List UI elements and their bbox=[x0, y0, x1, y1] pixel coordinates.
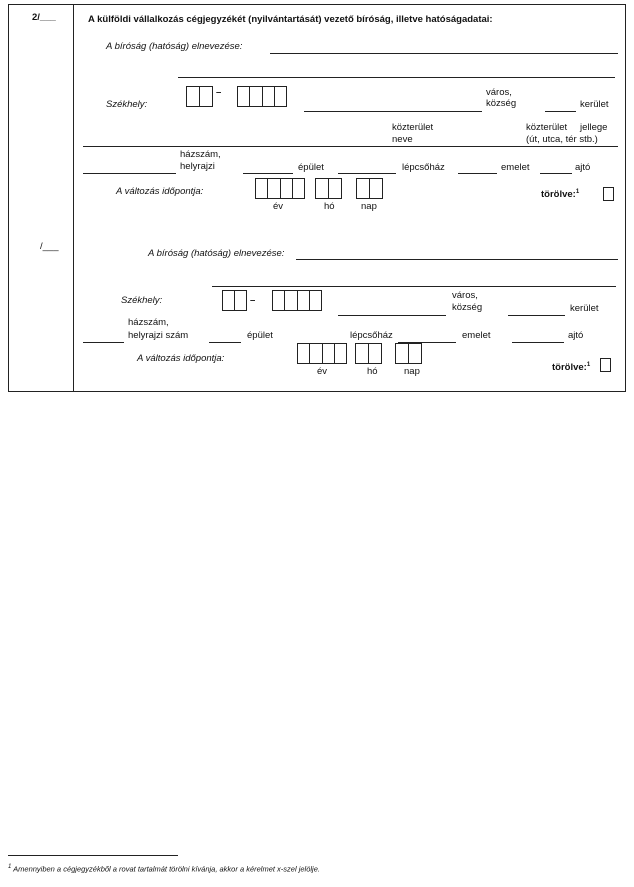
section2-floor-label: emelet bbox=[462, 330, 491, 341]
section1-street-type-label-3: (út, utca, tér stb.) bbox=[526, 134, 598, 145]
section2-court-name-label: A bíróság (hatóság) elnevezése: bbox=[148, 248, 285, 259]
section2-city-field[interactable] bbox=[338, 315, 446, 316]
section2-month-box[interactable] bbox=[355, 343, 382, 364]
section2-house-number-label-2: helyrajzi szám bbox=[128, 330, 189, 341]
section2-house-number-label-1: házszám, bbox=[128, 317, 169, 328]
section2-door-label: ajtó bbox=[568, 330, 584, 341]
form-frame-divider bbox=[73, 4, 74, 392]
section1-street-field[interactable] bbox=[83, 146, 618, 147]
section1-building-label: épület bbox=[298, 162, 324, 173]
section1-city-field[interactable] bbox=[304, 111, 482, 112]
section2-number: /___ bbox=[40, 241, 59, 252]
section1-street-name-label-2: neve bbox=[392, 134, 413, 145]
section1-postcode-box-a[interactable] bbox=[186, 86, 213, 107]
section2-district-label: kerület bbox=[570, 303, 599, 314]
section1-year-label: év bbox=[273, 201, 284, 212]
section1-postcode-dash: – bbox=[216, 87, 222, 98]
section1-number: 2/___ bbox=[32, 12, 56, 23]
form-frame-bottom bbox=[8, 391, 625, 392]
section2-month-label: hó bbox=[367, 366, 378, 377]
section2-deleted-label: törölve:$^1$ bbox=[552, 362, 591, 374]
section2-seat-label: Székhely: bbox=[121, 295, 163, 306]
section1-district-label: kerület bbox=[580, 99, 609, 110]
section1-postcode-box-b[interactable] bbox=[237, 86, 287, 107]
section2-floor-field[interactable] bbox=[512, 342, 564, 343]
section1-seat-label: Székhely: bbox=[106, 99, 148, 110]
section2-house-number-field[interactable] bbox=[83, 342, 124, 343]
section1-staircase-label: lépcsőház bbox=[402, 162, 445, 173]
section1-house-number-field[interactable] bbox=[83, 173, 176, 174]
section1-seat-top-line bbox=[178, 77, 615, 78]
section1-door-field[interactable] bbox=[540, 173, 572, 174]
section1-month-label: hó bbox=[324, 201, 335, 212]
section1-district-field[interactable] bbox=[545, 111, 576, 112]
section1-house-number-label-2: helyrajzi bbox=[180, 161, 215, 172]
section1-deleted-checkbox[interactable] bbox=[603, 187, 614, 201]
section1-city-label-2: község bbox=[486, 98, 517, 109]
section2-change-date-label: A változás időpontja: bbox=[137, 353, 225, 364]
section2-postcode-dash: – bbox=[250, 295, 256, 306]
section1-door-label: ajtó bbox=[575, 162, 591, 173]
section2-year-box[interactable] bbox=[297, 343, 347, 364]
section1-court-name-field[interactable] bbox=[270, 53, 618, 54]
form-frame-left bbox=[8, 4, 9, 392]
section2-district-field[interactable] bbox=[508, 315, 565, 316]
section1-staircase-field[interactable] bbox=[338, 173, 396, 174]
section1-change-date-label: A változás időpontja: bbox=[116, 186, 204, 197]
section1-heading: A külföldi vállalkozás cégjegyzékét (nyilvántartását) vezető bíróság, illetve hatóságadatai: bbox=[88, 14, 493, 25]
section2-city-label-2: község bbox=[452, 302, 483, 313]
section1-day-label: nap bbox=[361, 201, 377, 212]
section1-street-type-label-1: közterület bbox=[526, 122, 568, 133]
section1-street-type-label-2: jellege bbox=[580, 122, 608, 133]
section1-day-box[interactable] bbox=[356, 178, 383, 199]
section1-city-label-1: város, bbox=[486, 87, 512, 98]
section1-floor-field[interactable] bbox=[458, 173, 497, 174]
section2-building-label: épület bbox=[247, 330, 273, 341]
footnote-separator bbox=[8, 855, 178, 856]
section2-building-field[interactable] bbox=[209, 342, 241, 343]
section2-day-label: nap bbox=[404, 366, 420, 377]
section2-postcode-box-a[interactable] bbox=[222, 290, 247, 311]
section2-day-box[interactable] bbox=[395, 343, 422, 364]
footnote-text: $^1$ Amennyiben a cégjegyzékből a rovat tartalmát törölni kívánja, akkor a kérelmet x-szel jelölje. bbox=[8, 864, 320, 874]
form-frame-top bbox=[8, 4, 625, 5]
section2-deleted-checkbox[interactable] bbox=[600, 358, 611, 372]
section1-floor-label: emelet bbox=[501, 162, 530, 173]
section2-seat-top-line bbox=[212, 286, 616, 287]
section1-court-name-label: A bíróság (hatóság) elnevezése: bbox=[106, 41, 243, 52]
section2-staircase-label: lépcsőház bbox=[350, 330, 393, 341]
section1-year-box[interactable] bbox=[255, 178, 305, 199]
section1-street-name-label-1: közterület bbox=[392, 122, 434, 133]
section2-year-label: év bbox=[317, 366, 328, 377]
form-frame-right bbox=[625, 4, 626, 392]
section1-building-field[interactable] bbox=[243, 173, 293, 174]
section1-house-number-label-1: házszám, bbox=[180, 149, 221, 160]
section2-postcode-box-b[interactable] bbox=[272, 290, 322, 311]
section1-month-box[interactable] bbox=[315, 178, 342, 199]
section2-court-name-field[interactable] bbox=[296, 259, 618, 260]
section1-deleted-label: törölve:$^1$ bbox=[541, 189, 580, 201]
section2-city-label-1: város, bbox=[452, 290, 478, 301]
